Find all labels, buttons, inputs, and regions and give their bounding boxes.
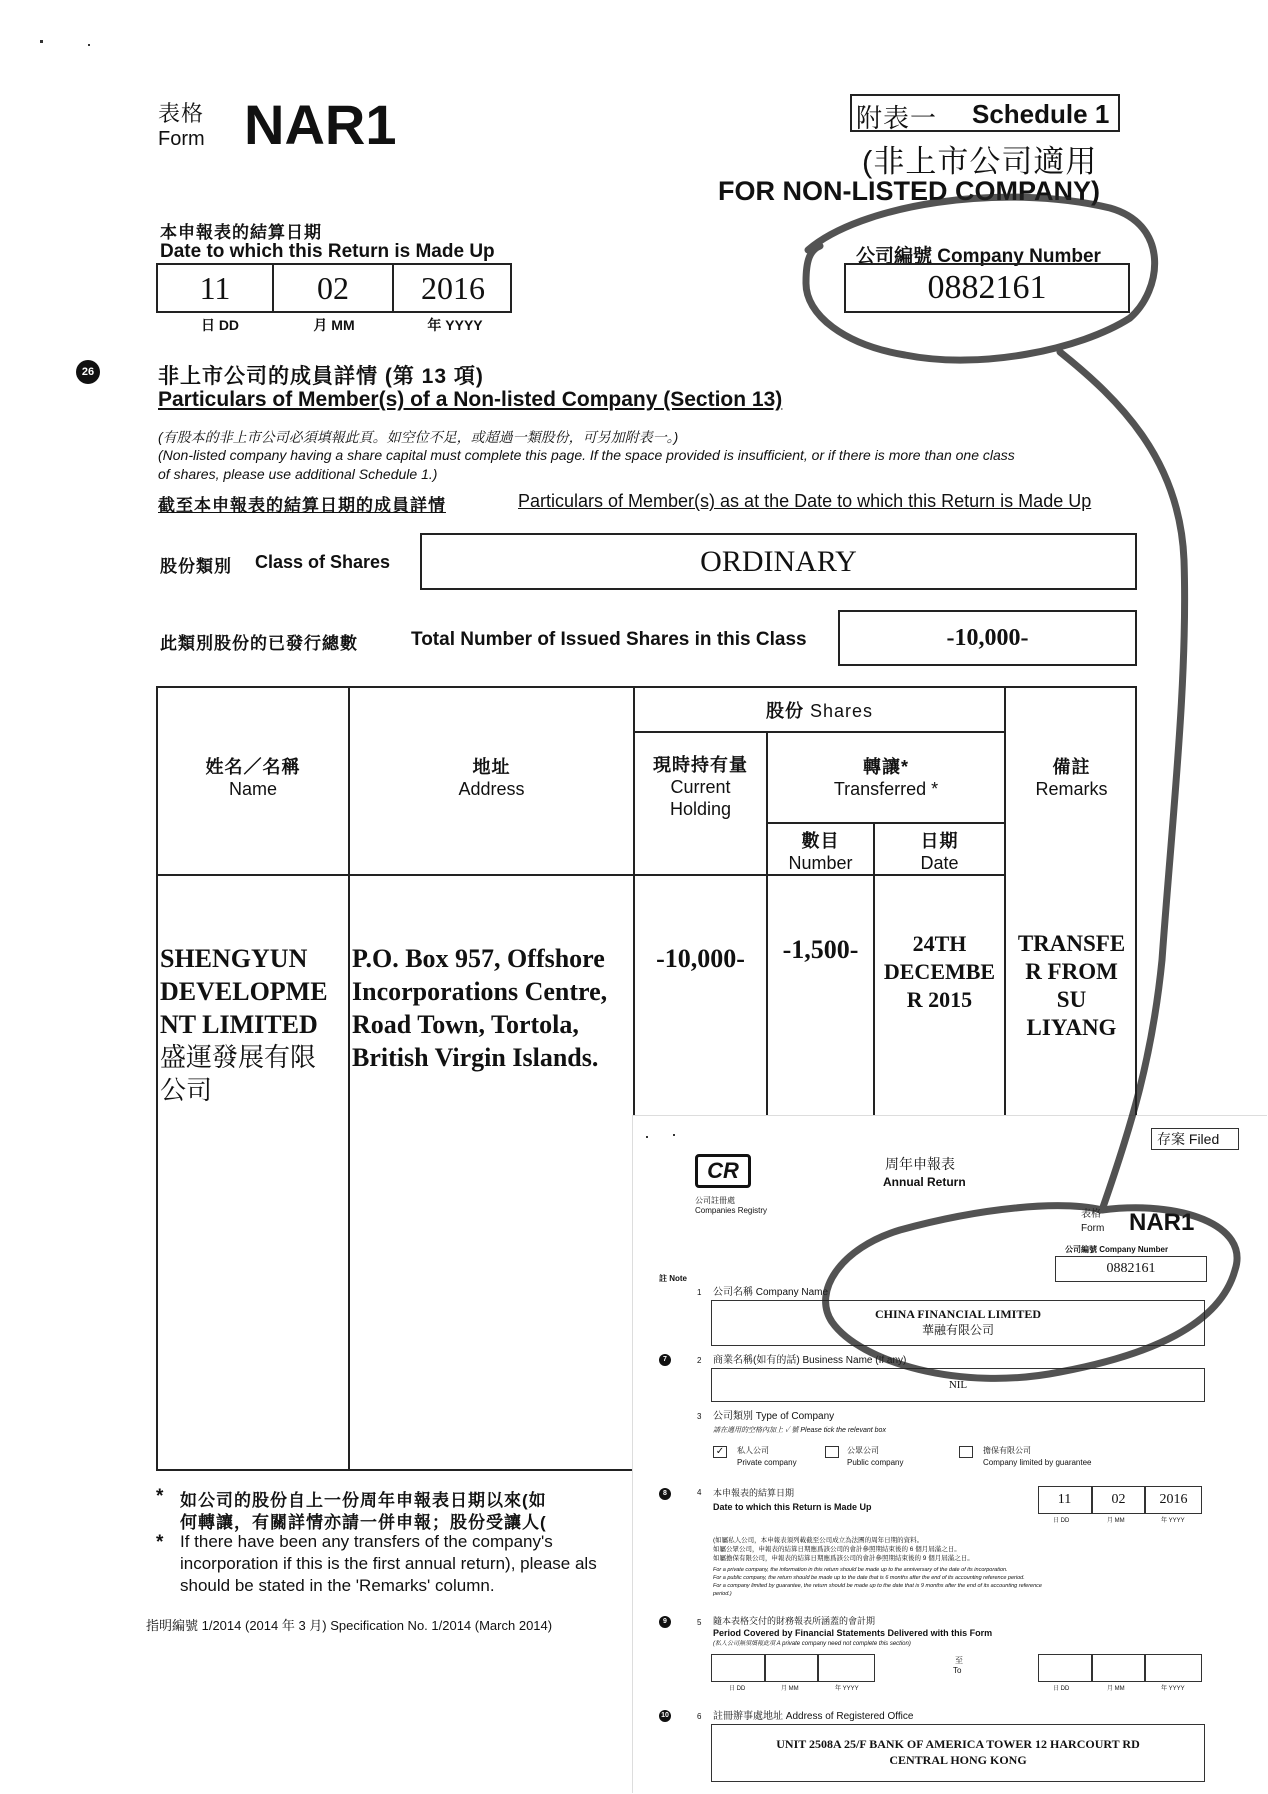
note-label: 註 Note	[659, 1274, 687, 1283]
member-name-line: 公司	[160, 1076, 213, 1105]
date-label-en: Date to which this Return is Made Up	[160, 241, 495, 262]
address-en: Address	[458, 779, 525, 799]
form-label-en: Form	[158, 128, 205, 150]
non-listed-en: FOR NON-LISTED COMPANY)	[718, 176, 1100, 206]
holding-zh: 現時持有量	[653, 755, 748, 775]
item-4-note-zh-2: 如屬公眾公司，申報表的結算日期應爲該公司的會計參照期結束後的 6 個月屆滿之日。	[713, 1546, 961, 1553]
public-zh: 公眾公司	[847, 1446, 879, 1455]
overlay-company-number: 0882161	[1106, 1261, 1156, 1276]
item-6-label: 註冊辦事處地址 Address of Registered Office	[713, 1711, 914, 1722]
from-mm-label: 月 MM	[781, 1686, 799, 1692]
date-zh: 日期	[920, 831, 959, 851]
item-6-bullet: 10	[659, 1710, 671, 1722]
private-en: Private company	[737, 1458, 797, 1467]
item-4-note-en-4: period.)	[713, 1591, 732, 1597]
address-zh: 地址	[472, 757, 511, 777]
shares-en: Shares	[809, 701, 874, 721]
total-value: -10,000-	[946, 624, 1029, 651]
dd-label: 日 DD	[200, 317, 240, 333]
registered-office-line-1: UNIT 2508A 25/F BANK OF AMERICA TOWER 12 HARCOURT RD	[776, 1737, 1140, 1751]
form-label-zh: 表格	[158, 101, 205, 126]
item-4-number: 4	[697, 1488, 702, 1497]
item-2-number: 2	[697, 1356, 702, 1365]
item-4-yyyy-label: 年 YYYY	[1161, 1518, 1185, 1524]
to-yyyy-label: 年 YYYY	[1161, 1686, 1185, 1692]
overlay-form-zh: 表格	[1081, 1209, 1101, 1220]
class-label-en: Class of Shares	[255, 552, 391, 572]
note-en-2: of shares, please use additional Schedule 1.)	[158, 466, 438, 482]
total-label-en: Total Number of Issued Shares in this Class	[411, 629, 807, 650]
item-4-mm-label: 月 MM	[1107, 1518, 1125, 1524]
as-at-zh: 截至本申報表的結算日期的成員詳情	[158, 496, 446, 515]
name-zh: 姓名／名稱	[205, 757, 301, 777]
date-mm: 02	[317, 269, 349, 306]
registry-zh: 公司註冊處	[695, 1196, 735, 1205]
item-4-label-zh: 本申報表的結算日期	[713, 1488, 795, 1498]
return-title-zh: 周年申報表	[885, 1156, 955, 1172]
class-label-zh: 股份類別	[160, 557, 232, 576]
guarantee-en: Company limited by guarantee	[983, 1458, 1092, 1467]
item-4-note-en-3: For a company limited by guarantee, the return should be made up to the date that is 9 months after the end of its accounting reference	[713, 1583, 1042, 1589]
item-5-label-zh: 隨本表格交付的財務報表所涵蓋的會計期	[713, 1616, 876, 1626]
private-zh: 私人公司	[737, 1446, 769, 1455]
class-value: ORDINARY	[700, 544, 857, 578]
form-code: NAR1	[244, 93, 397, 156]
guarantee-zh: 擔保有限公司	[983, 1446, 1031, 1455]
remarks-line: SU	[1056, 987, 1087, 1012]
section-title-zh: 非上市公司的成員詳情 (第 13 項)	[158, 365, 484, 388]
overlay-form-code: NAR1	[1129, 1209, 1195, 1236]
date-yyyy: 2016	[421, 269, 485, 306]
footnote-star: *	[156, 1532, 164, 1553]
specification: 指明編號 1/2014 (2014 年 3 月) Specification No. 1/2014 (March 2014)	[146, 1618, 553, 1633]
member-address-line: Road Town, Tortola,	[352, 1010, 579, 1039]
footnote-en-1: If there have been any transfers of the company's	[180, 1532, 553, 1551]
item-4-mm: 02	[1111, 1492, 1126, 1507]
remarks-line: R FROM	[1025, 959, 1118, 984]
remarks-zh: 備註	[1052, 757, 1091, 777]
member-transferred-number: -1,500-	[782, 935, 859, 964]
item-4-note-en-1: For a private company, the information in this return should be made up to the anniversary of the date of its incorporation.	[713, 1567, 1008, 1573]
member-name-line: SHENGYUN	[160, 944, 308, 973]
number-zh: 數目	[801, 831, 840, 851]
item-6-number: 6	[697, 1712, 702, 1721]
note-en-1: (Non-listed company having a share capital must complete this page. If the space provided is insufficient, or if there is more than one class	[158, 447, 1015, 463]
private-company-checkbox[interactable]: ✓	[713, 1446, 727, 1458]
registered-office-line-2: CENTRAL HONG KONG	[889, 1753, 1027, 1767]
public-en: Public company	[847, 1458, 904, 1467]
transfer-date-line: 24TH	[912, 931, 967, 956]
member-address-line: Incorporations Centre,	[352, 977, 608, 1006]
name-en: Name	[228, 779, 277, 799]
schedule-zh: 附表一	[856, 103, 938, 133]
item-3-hint: 請在適用的空格內加上 ✓ 號 Please tick the relevant box	[713, 1427, 886, 1434]
mm-label: 月 MM	[313, 317, 355, 333]
item-5-hint: (私人公司無須填報此項 A private company need not complete this section)	[713, 1641, 911, 1647]
item-5-number: 5	[697, 1618, 702, 1627]
member-name-line: DEVELOPME	[160, 977, 328, 1006]
to-en: To	[953, 1666, 962, 1675]
section-title-en: Particulars of Member(s) of a Non-listed Company (Section 13)	[158, 388, 783, 411]
date-label-zh: 本申報表的結算日期	[160, 223, 322, 242]
item-3-label: 公司類別 Type of Company	[713, 1411, 835, 1422]
date-en: Date	[920, 853, 959, 873]
as-at-en: Particulars of Member(s) as at the Date to which this Return is Made Up	[518, 491, 1092, 511]
date-dd: 11	[199, 269, 231, 306]
item-4-dd: 11	[1057, 1492, 1072, 1507]
item-2-bullet: 7	[659, 1354, 671, 1366]
company-number: 0882161	[927, 269, 1047, 306]
item-2-label: 商業名稱(如有的話) Business Name (If any)	[713, 1355, 907, 1366]
item-4-label-en: Date to which this Return is Made Up	[713, 1502, 872, 1512]
item-5-label-en: Period Covered by Financial Statements Delivered with this Form	[713, 1628, 993, 1638]
number-en: Number	[788, 853, 853, 873]
member-name-line: 盛運發展有限	[160, 1043, 317, 1072]
company-number-label: 公司編號 Company Number	[856, 246, 1101, 267]
section-badge: 26	[76, 360, 100, 384]
item-4-dd-label: 日 DD	[1053, 1518, 1070, 1524]
registry-en: Companies Registry	[695, 1206, 768, 1215]
non-listed-zh: (非上市公司適用	[862, 144, 1098, 179]
transferred-en: Transferred *	[833, 779, 939, 799]
footnote-en-3: should be stated in the 'Remarks' column.	[180, 1576, 495, 1595]
yyyy-label: 年 YYYY	[427, 317, 483, 333]
item-4-note-en-2: For a public company, the return should be made up to the date that is 6 months after the end of its accounting reference period.	[713, 1575, 1025, 1581]
item-4-note-zh-1: (如屬私人公司，本申報表須列載截至公司成立為法團的周年日期的資料。	[713, 1537, 924, 1544]
item-4-note-zh-3: 如屬擔保有限公司，申報表的結算日期應爲該公司的會計參照期結束後的 9 個月屆滿之日。	[713, 1555, 974, 1562]
from-dd-label: 日 DD	[729, 1686, 746, 1692]
total-label-zh: 此類別股份的已發行總數	[160, 634, 358, 653]
item-1-number: 1	[697, 1288, 702, 1297]
member-address-line: British Virgin Islands.	[352, 1043, 599, 1072]
transfer-date-line: R 2015	[906, 987, 973, 1012]
to-mm-label: 月 MM	[1107, 1686, 1125, 1692]
member-name-line: NT LIMITED	[160, 1010, 318, 1039]
footnote-zh-1: 如公司的股份自上一份周年申報表日期以來(如	[180, 1491, 547, 1510]
company-name-en: CHINA FINANCIAL LIMITED	[874, 1307, 1042, 1321]
item-4-bullet: 8	[659, 1488, 671, 1500]
company-name-zh: 華融有限公司	[921, 1323, 994, 1337]
member-holding: -10,000-	[656, 944, 745, 973]
overlay-form-en: Form	[1081, 1223, 1105, 1234]
remarks-line: LIYANG	[1026, 1015, 1117, 1040]
footnote-en-2: incorporation if this is the first annual return), please als	[180, 1554, 597, 1573]
footnote-zh-2: 何轉讓，有關詳情亦請一併申報；股份受讓人(	[180, 1513, 547, 1532]
return-title-en: Annual Return	[883, 1175, 966, 1189]
remarks-line: TRANSFE	[1017, 931, 1126, 956]
transfer-date-line: DECEMBE	[883, 959, 996, 984]
holding-en-1: Current	[670, 777, 731, 797]
cr-logo-text: CR	[707, 1158, 739, 1183]
filed-label: 存案 Filed	[1157, 1131, 1220, 1147]
transferred-zh: 轉讓*	[862, 757, 909, 777]
item-1-label: 公司名稱 Company Name	[713, 1287, 829, 1298]
item-5-bullet: 9	[659, 1616, 671, 1628]
overlay-company-number-label: 公司編號 Company Number	[1065, 1245, 1169, 1254]
item-4-yyyy: 2016	[1159, 1492, 1188, 1507]
item-3-number: 3	[697, 1412, 702, 1421]
to-dd-label: 日 DD	[1053, 1686, 1070, 1692]
to-zh: 至	[955, 1656, 963, 1665]
business-name: NIL	[948, 1379, 968, 1391]
footnote-star: *	[156, 1486, 164, 1507]
shares-zh: 股份	[765, 701, 804, 721]
schedule-en: Schedule 1	[972, 99, 1110, 129]
holding-en-2: Holding	[669, 799, 732, 819]
remarks-en: Remarks	[1035, 779, 1108, 799]
member-address-line: P.O. Box 957, Offshore	[352, 944, 605, 973]
from-yyyy-label: 年 YYYY	[835, 1686, 859, 1692]
note-zh: (有股本的非上市公司必須填報此頁。如空位不足，或超過一類股份，可另加附表一。)	[158, 429, 679, 445]
